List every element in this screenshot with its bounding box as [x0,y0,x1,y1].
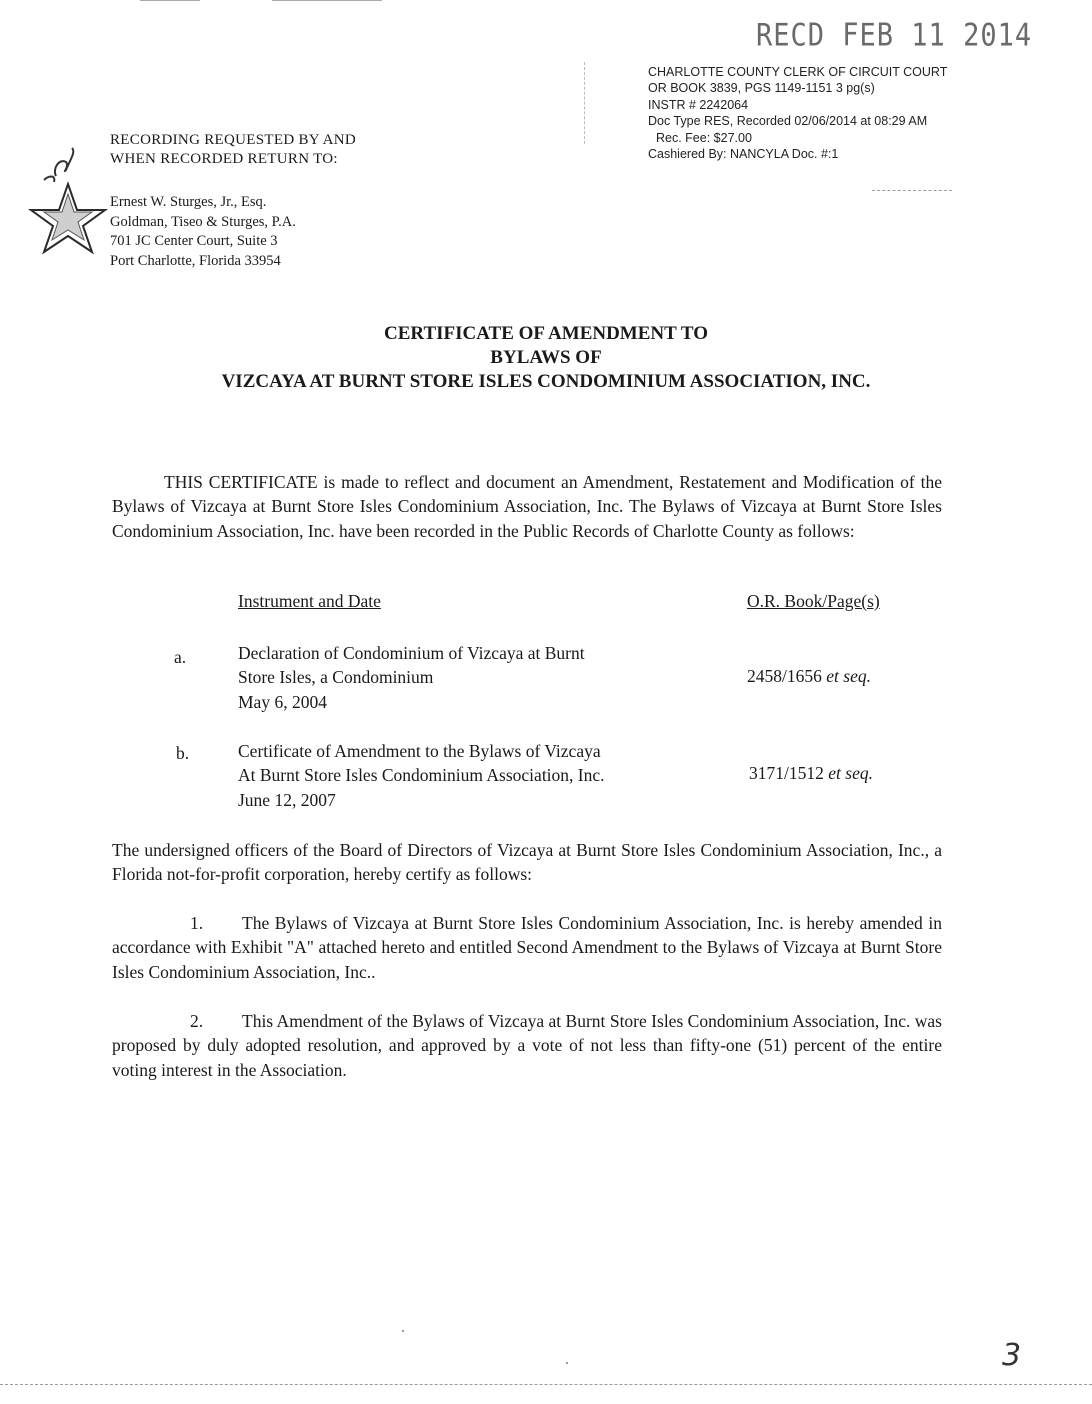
book-page-number: 2458/1656 [747,666,822,686]
star-icon [26,140,110,268]
row-book-page [749,763,873,784]
page-number: 3 [1002,1338,1022,1373]
column-header-instrument: Instrument and Date [238,591,381,611]
recording-line: WHEN RECORDED RETURN TO: [110,151,338,167]
received-stamp: RECD FEB 11 2014 [756,18,1033,54]
address-line: 701 JC Center Court, Suite 3 [110,233,278,249]
undersigned-paragraph: The undersigned officers of the Board of Directors of Vizcaya at Burnt Store Isles Condominium Association, Inc., a Florida not-for-profit corporation, hereby certify as follows: [112,840,942,885]
document-title [0,322,1092,394]
scan-artifact [872,190,952,191]
star-initials-mark [26,140,110,268]
clerk-line: Rec. Fee: $27.00 [656,130,752,145]
row-letter: a. [174,647,187,667]
row-book-page [747,666,871,687]
top-scan-mark [272,0,382,1]
item-number: 2. [190,1011,204,1031]
clerk-line: INSTR # 2242064 [648,97,749,112]
row-description [238,641,585,714]
row-desc-line: Certificate of Amendment to the Bylaws of Vizcaya [238,741,601,761]
initials-stroke [55,148,73,176]
row-description [238,739,605,812]
address-line: Ernest W. Sturges, Jr., Esq. [110,194,267,210]
row-desc-line: June 12, 2007 [238,789,336,810]
address-line: Goldman, Tiseo & Sturges, P.A. [110,213,296,230]
recording-line: RECORDING REQUESTED BY AND [110,132,356,148]
title-line: CERTIFICATE OF AMENDMENT TO [384,323,708,344]
recording-requested-block [110,131,356,169]
row-desc-line: Store Isles, a Condominium [238,667,434,688]
book-page-suffix: et seq. [826,666,871,686]
book-page-number: 3171/1512 [749,763,824,783]
scan-artifact [566,1362,568,1364]
title-line: VIZCAYA AT BURNT STORE ISLES CONDOMINIUM ASSOCIATION, INC. [221,371,871,392]
item-text: The Bylaws of Vizcaya at Burnt Store Isles Condominium Association, Inc. is hereby amended in accordance with Exhibit "A" attached hereto and entitled Second Amendment to the Bylaws of Vizcaya at Burnt Store Isles Condominium Association, Inc.. [112,913,942,982]
clerk-line: OR BOOK 3839, PGS 1149-1151 3 pg(s) [648,81,875,96]
item-text: This Amendment of the Bylaws of Vizcaya at Burnt Store Isles Condominium Association, Inc. was proposed by duly adopted resolution, and approved by a vote of not less than fifty-one (51) percent of the entire voting interest in the Association. [112,1011,942,1080]
title-line: BYLAWS OF [490,347,602,368]
row-letter: b. [176,743,190,763]
scan-artifact [402,1330,404,1332]
scan-artifact [584,62,585,144]
numbered-item-1 [112,911,942,984]
initials-stroke [44,177,54,183]
return-address-block [110,193,296,271]
row-desc-line: May 6, 2004 [238,691,327,712]
clerk-line: Doc Type RES, Recorded 02/06/2014 at 08:29 AM [648,114,928,129]
item-number: 1. [190,913,204,933]
top-scan-mark [140,0,200,1]
row-desc-line: At Burnt Store Isles Condominium Association, Inc. [238,765,605,786]
intro-paragraph: THIS CERTIFICATE is made to reflect and document an Amendment, Restatement and Modification of the Bylaws of Vizcaya at Burnt Store Isles Condominium Association, Inc. The Bylaws of Vizcaya at Burnt Store Isles Condominium Association, Inc. have been recorded in the Public Records of Charlotte County as follows: [112,472,942,541]
row-desc-line: Declaration of Condominium of Vizcaya at Burnt [238,643,585,663]
column-header-book-page: O.R. Book/Page(s) [747,591,880,611]
clerk-line: Cashiered By: NANCYLA Doc. #:1 [648,147,839,162]
address-line: Port Charlotte, Florida 33954 [110,252,281,269]
book-page-suffix: et seq. [828,763,873,783]
numbered-item-2 [112,1009,942,1082]
clerk-recording-block [648,64,947,162]
clerk-line: CHARLOTTE COUNTY CLERK OF CIRCUIT COURT [648,65,948,79]
bottom-scan-line [0,1384,1092,1385]
